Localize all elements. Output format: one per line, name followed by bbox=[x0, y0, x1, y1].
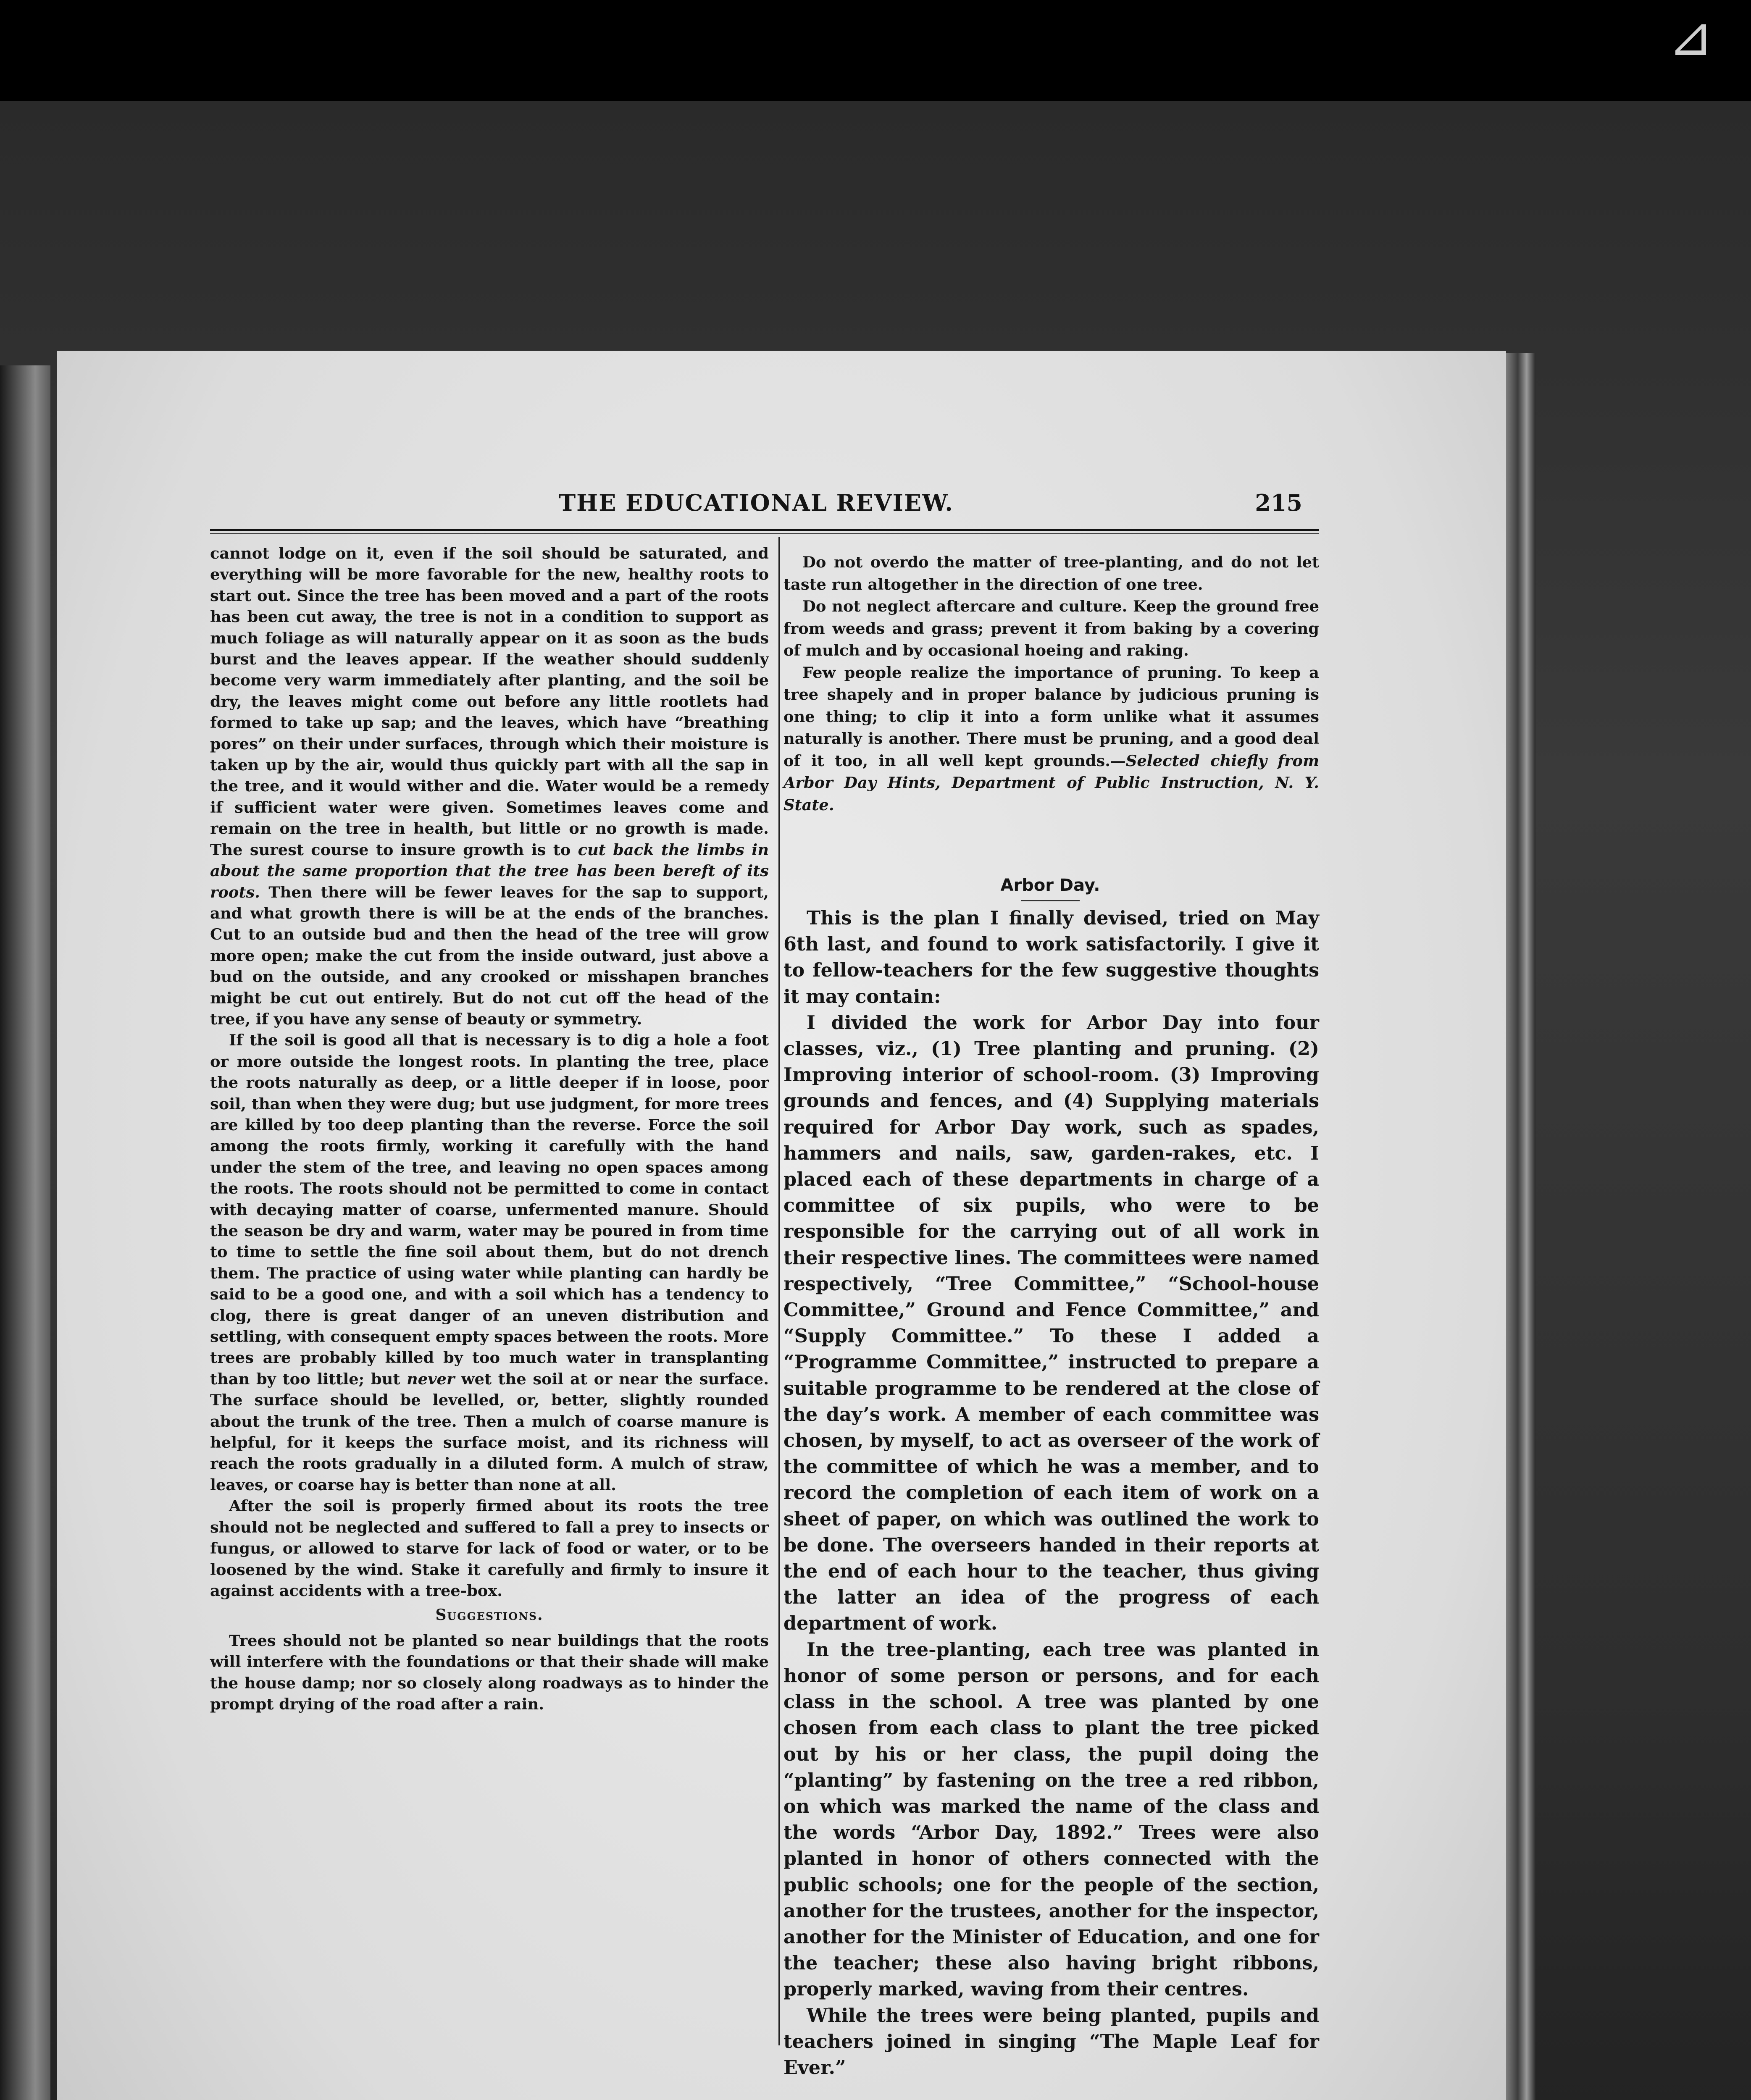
paragraph: Do not overdo the matter of tree-planting, and do not let taste run altogether in the direction of one tree. bbox=[783, 553, 1319, 593]
arbor-day-title: Arbor Day. bbox=[1000, 876, 1100, 895]
paragraph: Trees should not be planted so near buildings that the roots will interfere with the foundations or that their shade will make the house damp; nor so closely along roadways as to hinder the prompt drying of the road after a rain. bbox=[210, 1631, 769, 1713]
paragraph: While the trees were being planted, pupils and teachers joined in singing “The Maple Leaf for Ever.” bbox=[783, 2004, 1319, 2079]
paragraph: In the tree-planting, each tree was planted in honor of some person or persons, and for each class in the school. A tree was planted by one chosen from each class to plant the tree picked out by his or her class, the pupil doing the “planting” by fastening on the tree a red ribbon, on which was marked the name of the class and the words “Arbor Day, 1892.” Trees were also planted in honor of others connected with the public schools; one for the people of the section, another for the trustees, another for the inspector, another for the Minister of Education, and one for the teacher; these also having bright ribbons, properly marked, waving from their centres. bbox=[783, 1638, 1319, 2000]
page-binding bbox=[1506, 353, 1535, 2100]
paragraph: After the soil is properly firmed about its roots the tree should not be neglected and suffered to fall a prey to insects or fungus, or allowed to starve for lack of food or water, or to be loosened by the wind. Stake it carefully and firmly to insure it against accidents with a tree-box. bbox=[210, 1496, 769, 1600]
paragraph-text: Few people realize the importance of pruning. To keep a tree shapely and in proper balance by judicious pruning is one thing; to clip it into a form unlike what it assumes naturally is another. There must be pruning, and a good deal of it too, in all well kept grounds.— bbox=[783, 663, 1319, 770]
italic-text: cut back the limbs in about the same proportion that the tree has been bereft of its roots. bbox=[210, 840, 769, 901]
column-divider bbox=[778, 537, 780, 2045]
journal-title: THE EDUCATIONAL REVIEW. bbox=[559, 489, 954, 516]
paragraph-text: Then there will be fewer leaves for the sap to support, and what growth there is will be at the ends of the branches. Cut to an outside bud and then the head of the tree will grow more open; make the cut from the inside outward, just above a bud on the outside, and any crooked or misshapen branches might be cut out entirely. But do not cut off the head of the tree, if you have any sense of beauty or symmetry. bbox=[210, 882, 769, 1028]
page-header bbox=[210, 489, 1311, 519]
left-column bbox=[210, 543, 769, 1714]
source-citation: Selected chiefly from Arbor Day Hints, Department of Public Instruction, N. Y. State. bbox=[783, 751, 1320, 814]
paragraph: Do not neglect aftercare and culture. Keep the ground free from weeds and grass; prevent it from baking by a covering of mulch and by occasional hoeing and raking. bbox=[783, 597, 1319, 659]
italic-text: never bbox=[406, 1369, 455, 1388]
paragraph: This is the plan I finally devised, tried on May 6th last, and found to work satisfactorily. I give it to fellow-teachers for the few suggestive thoughts it may contain: bbox=[783, 907, 1319, 1008]
paragraph-text: wet the soil at or near the surface. The surface should be levelled, or, better, slightly rounded about the trunk of the tree. Then a mulch of coarse manure is helpful, for it keeps the surface moist, and its richness will reach the roots gradually in a diluted form. A mulch of straw, leaves, or coarse hay is better than none at all. bbox=[210, 1369, 769, 1494]
paragraph bbox=[210, 1029, 769, 1495]
page-number: 215 bbox=[1255, 489, 1302, 516]
arbor-day-article bbox=[783, 905, 1319, 2081]
left-page-edge bbox=[0, 365, 50, 2100]
paragraph-text: cannot lodge on it, even if the soil should be saturated, and everything will be more favorable for the new, healthy roots to start out. Since the tree has been moved and a part of the roots has been cut away, the tree is not in a condition to support as much foliage as will naturally appear on it as soon as the buds burst and the leaves appear. If the weather should suddenly become very warm immediately after planting, and the soil be dry, the leaves might come out before any little rootlets had formed to take up sap; and the leaves, which have “breathing pores” on their under surfaces, through which their moisture is taken up by the air, would thus quickly part with all the sap in the tree, and it would wither and die. Water would be a remedy if sufficient water were given. Sometimes leaves come and remain on the tree in health, but little or no growth is made. The surest course to insure growth is to bbox=[210, 544, 769, 859]
title-underline bbox=[1021, 900, 1080, 901]
right-column-top bbox=[783, 551, 1319, 816]
paragraph bbox=[783, 662, 1319, 816]
paragraph bbox=[210, 543, 769, 1029]
header-rule bbox=[210, 529, 1319, 534]
suggestions-heading: Suggestions. bbox=[435, 1606, 544, 1624]
paragraph-text: If the soil is good all that is necessary is to dig a hole a foot or more outside the longest roots. In planting the tree, place the roots naturally as deep, or a little deeper if in loose, poor soil, than when they were dug; but use judgment, for more trees are killed by too deep planting than the reverse. Force the soil among the roots firmly, working it carefully with the hand under the stem of the tree, and leaving no open spaces among the roots. The roots should not be permitted to come in contact with decaying matter of coarse, unfermented manure. Should the season be dry and warm, water may be poured in from time to time to settle the fine soil about them, but do not drench them. The practice of using water while planting can hardly be said to be a good one, and with a soil which has a tendency to clog, there is great danger of an uneven distribution and settling, with consequent empty spaces between the roots. More trees are probably killed by too much water in transplanting than by too little; but bbox=[210, 1031, 769, 1388]
paragraph: I divided the work for Arbor Day into four classes, viz., (1) Tree planting and pruning. (2) Improving interior of school-room. (3) Improving grounds and fences, and (4) Supplying materials required for Arbor Day work, such as spades, hammers and nails, saw, garden-rakes, etc. I placed each of these departments in charge of a committee of six pupils, who were to be responsible for the carrying out of all work in their respective lines. The committees were named respectively, “Tree Committee,” “School-house Committee,” Ground and Fence Committee,” and “Supply Committee.” To these I added a “Programme Committee,” instructed to prepare a suitable programme to be rendered at the close of the day’s work. A member of each committee was chosen, by myself, to act as overseer of the work of the committee of which he was a member, and to record the completion of each item of work on a sheet of paper, on which was outlined the work to be done. The overseers handed in their reports at the end of each hour to the teacher, thus giving the latter an idea of the progress of each department of work. bbox=[783, 1011, 1320, 1635]
corner-mark: ⊿ bbox=[1668, 4, 1714, 68]
